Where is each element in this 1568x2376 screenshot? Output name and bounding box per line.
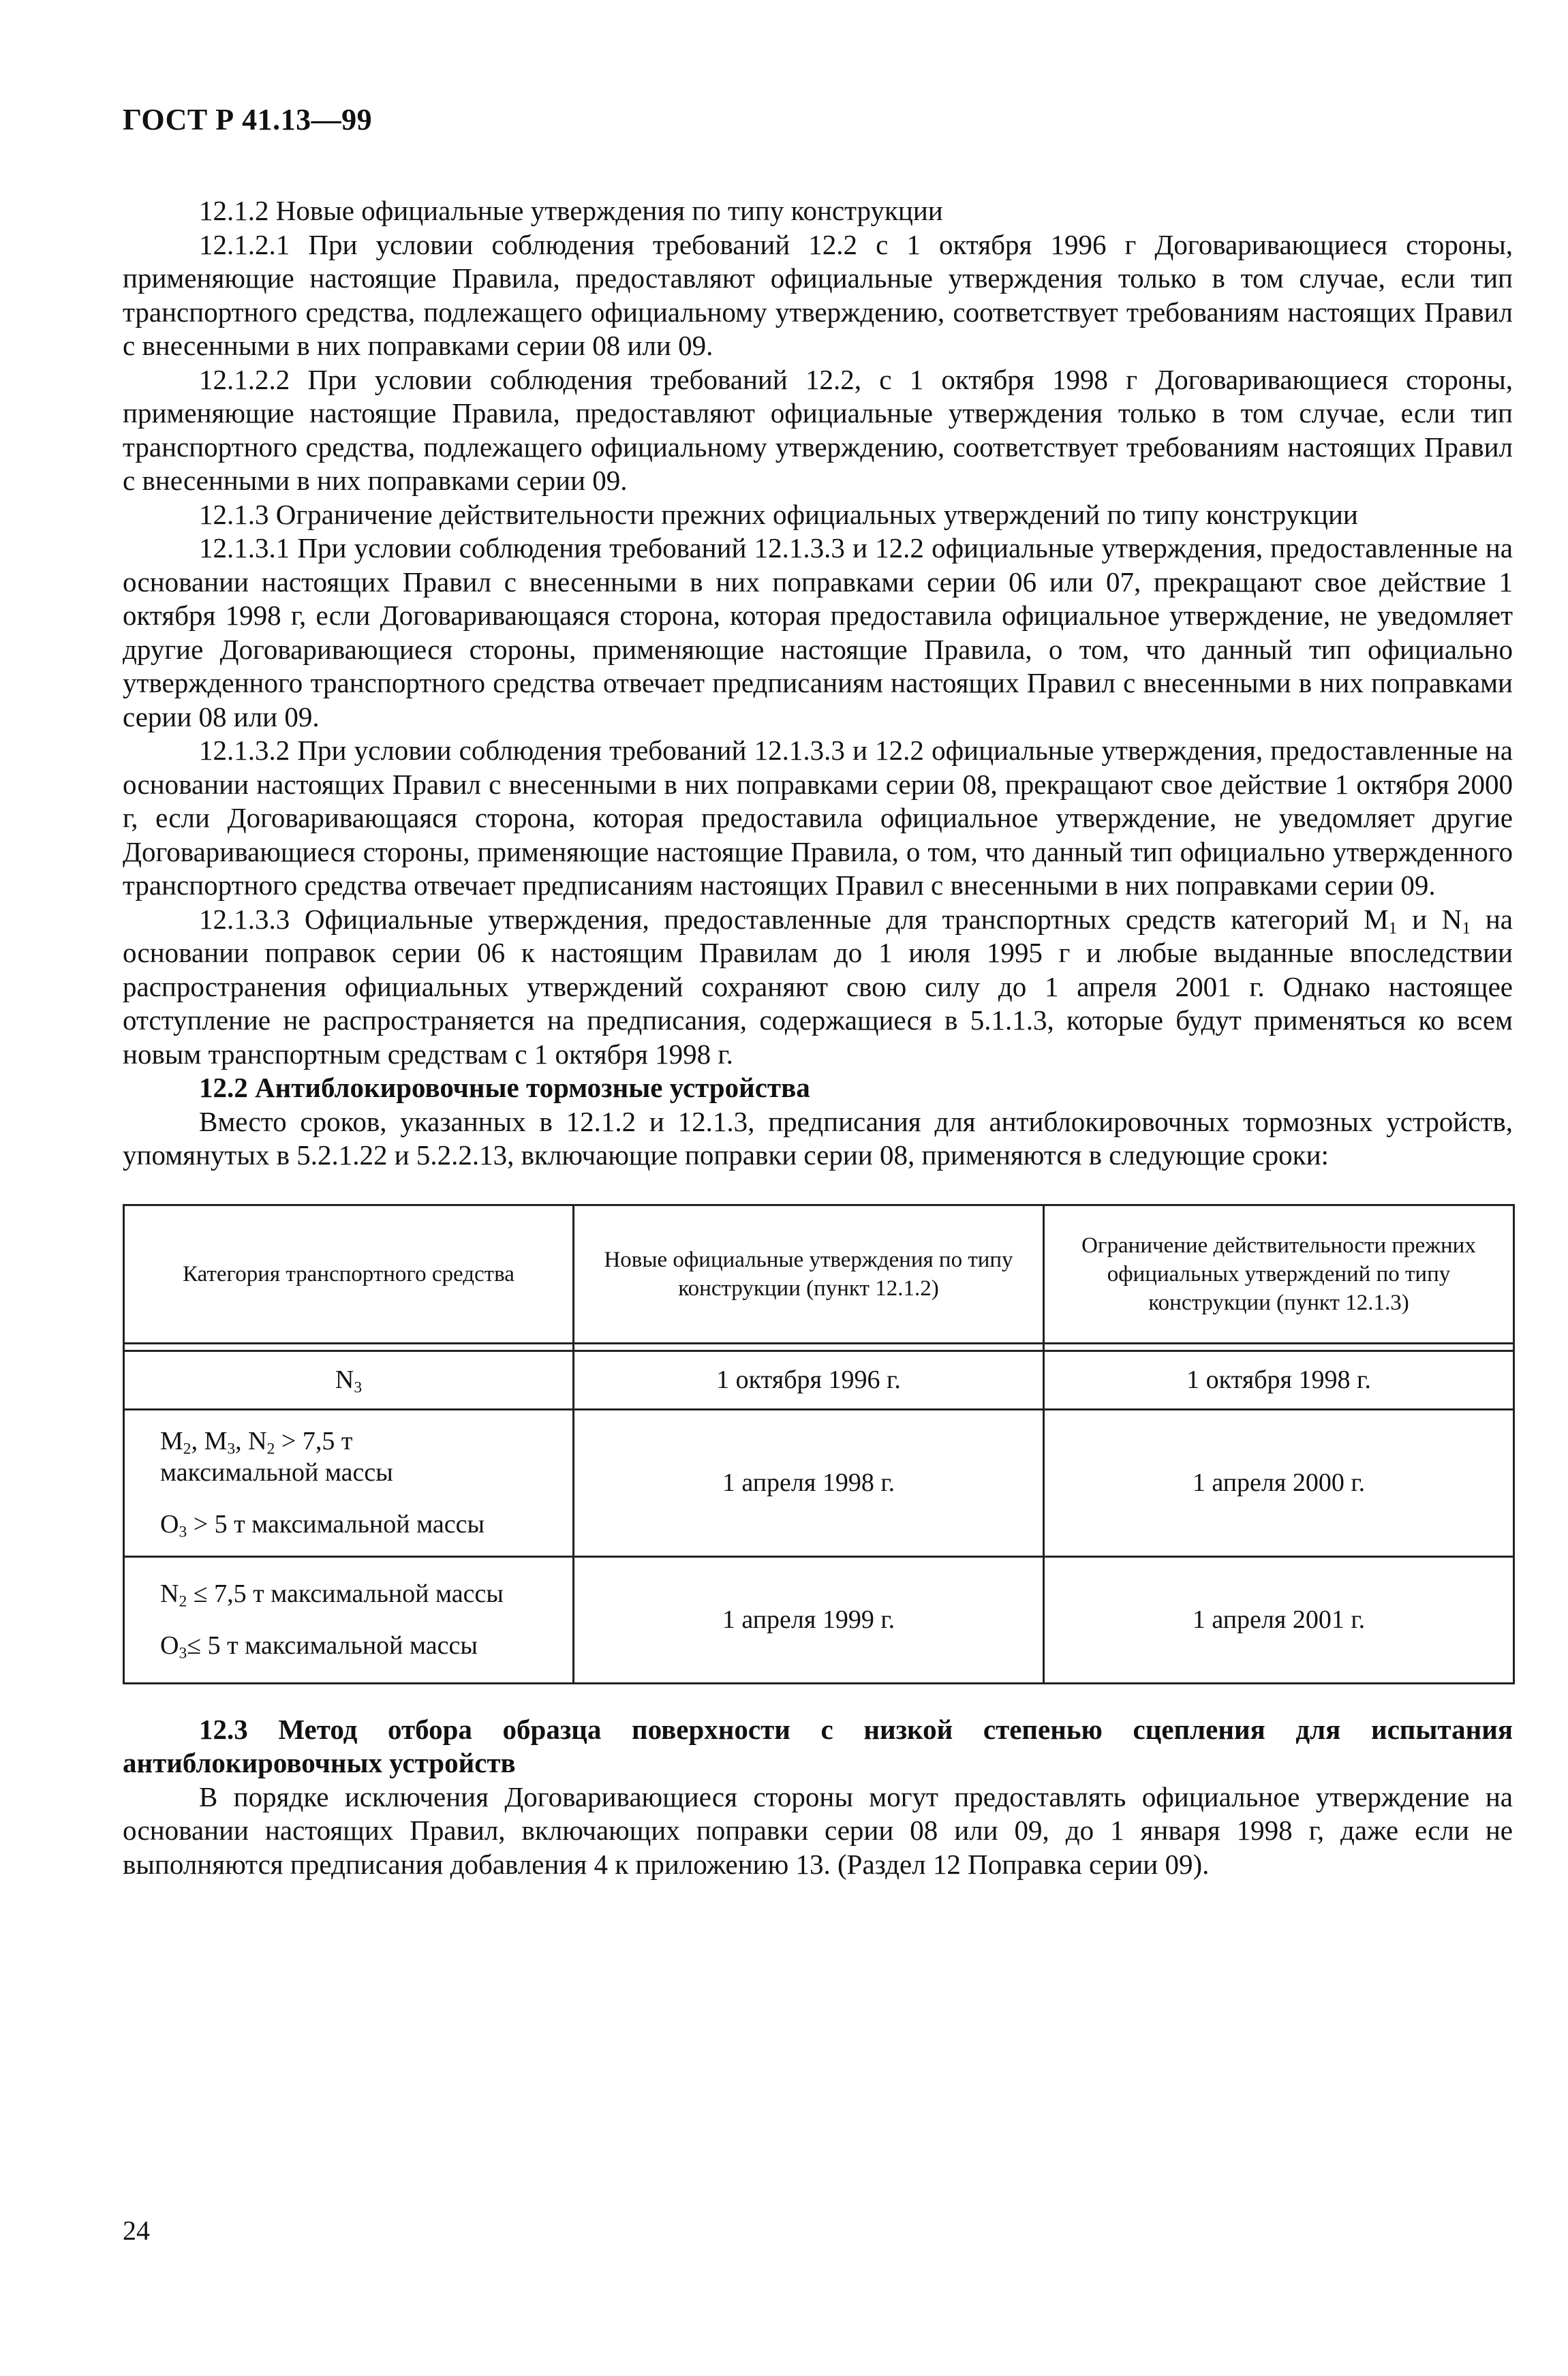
table-header-row [124, 1205, 1514, 1343]
paragraph-12-1-3-2: 12.1.3.2 При условии соблюдения требований 12.1.3.3 и 12.2 официальные утверждения, предоставленные на основании настоящих Правил с внесенными в них поправками серии 08, прекращают свое действие 1 октября 2000 г, если Договаривающаяся сторона, которая предоставила официальное утверждение, не уведомляет другие Договаривающиеся стороны, применяющие настоящие Правила, о том, что данный тип официально утвержденного транспортного средства отвечает предписаниям настоящих Правил с внесенными в них поправками серии 09. [123, 735, 1513, 901]
subscript: 3 [227, 1440, 236, 1458]
category-cell [124, 1556, 574, 1683]
paragraph-12-1-2-2: 12.1.2.2 При условии соблюдения требований 12.2, с 1 октября 1998 г Договаривающиеся стороны, применяющие настоящие Правила, предоставляют официальные утверждения только в том случае, если тип транспортного средства, подлежащего официальному утверждению, соответствует требованиям настоящих Правил с внесенными в них поправками серии 09. [123, 363, 1513, 496]
new-approval-date: 1 октября 1996 г. [574, 1351, 1044, 1409]
subscript: 1 [1388, 918, 1398, 938]
validity-limit-date: 1 апреля 2000 г. [1044, 1409, 1514, 1556]
category-text: > 5 т максимальной массы [187, 1510, 485, 1539]
document-code: ГОСТ Р 41.13—99 [123, 103, 373, 136]
section-12-2-heading: 12.2 Антиблокировочные тормозные устройства [199, 1072, 810, 1103]
section-12-2-intro: Вместо сроков, указанных в 12.1.2 и 12.1.3, предписания для антиблокировочных тормозных устройств, упомянутых в 5.2.1.22 и 5.2.2.13, включающие поправки серии 08, применяются в следующие сроки: [123, 1105, 1513, 1171]
new-approval-date: 1 апреля 1999 г. [574, 1556, 1044, 1683]
document-page [123, 102, 1513, 1881]
section-12-3-heading: 12.3 Метод отбора образца поверхности с низкой степенью сцепления для испытания антиблокировочных устройств [123, 1713, 1513, 1778]
category-text: N [160, 1579, 179, 1608]
category-text: , M [191, 1427, 228, 1455]
header-vehicle-category: Категория транспортного средства [124, 1205, 574, 1343]
subscript: 2 [179, 1592, 187, 1611]
page-number: 24 [123, 2215, 150, 2246]
validity-limit-date: 1 апреля 2001 г. [1044, 1556, 1514, 1683]
category-cell [124, 1409, 574, 1556]
category-text: ≤ 7,5 т максимальной массы [187, 1579, 504, 1608]
new-approval-date: 1 апреля 1998 г. [574, 1409, 1044, 1556]
category-text: M [160, 1427, 183, 1455]
text-segment: 12.1.3.3 Официальные утверждения, предоставленные для транспортных средств категорий M [199, 903, 1389, 935]
header-new-approvals: Новые официальные утверждения по типу конструкции (пункт 12.1.2) [574, 1205, 1044, 1343]
category-text: O [160, 1631, 179, 1660]
section-12-3-body: В порядке исключения Договаривающиеся стороны могут предоставлять официальное утверждение на основании настоящих Правил, включающих поправки серии 08 или 09, до 1 января 1998 г, даже если не выполняются предписания добавления 4 к приложению 13. (Раздел 12 Поправка серии 09). [123, 1780, 1513, 1880]
table-row [124, 1351, 1514, 1409]
category-text: ≤ 5 т максимальной массы [187, 1631, 478, 1660]
subscript: 3 [179, 1523, 187, 1541]
paragraph-12-1-3-3 [123, 903, 1513, 1072]
subscript: 2 [183, 1440, 191, 1458]
subscript: 3 [354, 1378, 363, 1397]
category-line [160, 1630, 563, 1661]
category-text: O [160, 1510, 179, 1539]
category-text: > 7,5 т [275, 1427, 353, 1455]
subscript: 2 [266, 1440, 275, 1458]
category-line [160, 1578, 563, 1609]
category-text: , N [235, 1427, 267, 1455]
table-header-divider [124, 1343, 1514, 1351]
paragraph-12-1-3-1: 12.1.3.1 При условии соблюдения требований 12.1.3.3 и 12.2 официальные утверждения, предоставленные на основании настоящих Правил с внесенными в них поправками серии 06 или 07, прекращают свое действие 1 октября 1998 г, если Договаривающаяся сторона, которая предоставила официальное утверждение, не уведомляет другие Договаривающиеся стороны, применяющие настоящие Правила, о том, что данный тип официально утвержденного транспортного средства отвечает предписаниям настоящих Правил с внесенными в них поправками серии 08 или 09. [123, 532, 1513, 732]
paragraph-12-1-2: 12.1.2 Новые официальные утверждения по типу конструкции [199, 195, 943, 226]
table-row [124, 1556, 1514, 1683]
category-cell [124, 1351, 574, 1409]
paragraph-12-1-3: 12.1.3 Ограничение действительности прежних официальных утверждений по типу конструкции [199, 498, 1358, 530]
text-segment: на основании поправок серии 06 к настоящим Правилам до 1 июля 1995 г и любые выданные впоследствии распространения официальных утверждений сохраняют свою силу до 1 апреля 2001 г. Однако настоящее отступление не распространяется на предписания, содержащиеся в 5.1.1.3, которые будут применяться ко всем новым транспортным средствам с 1 октября 1998 г. [123, 903, 1513, 1070]
category-line: максимальной массы [160, 1458, 393, 1487]
subscript: 1 [1462, 918, 1471, 938]
deadlines-table [123, 1204, 1515, 1684]
subscript: 3 [179, 1644, 187, 1663]
category-line [160, 1425, 563, 1457]
paragraph-12-1-2-1: 12.1.2.1 При условии соблюдения требований 12.2 с 1 октября 1996 г Договаривающиеся стороны, применяющие настоящие Правила, предоставляют официальные утверждения только в том случае, если тип транспортного средства, подлежащего официальному утверждению, соответствует требованиям настоящих Правил с внесенными в них поправками серии 08 или 09. [123, 228, 1513, 361]
text-segment: и N [1397, 903, 1462, 935]
category-line [160, 1509, 563, 1540]
category-text: N [335, 1366, 354, 1394]
header-validity-limit: Ограничение действительности прежних официальных утверждений по типу конструкции (пункт 12.1.3) [1044, 1205, 1514, 1343]
table-row [124, 1409, 1514, 1556]
validity-limit-date: 1 октября 1998 г. [1044, 1351, 1514, 1409]
